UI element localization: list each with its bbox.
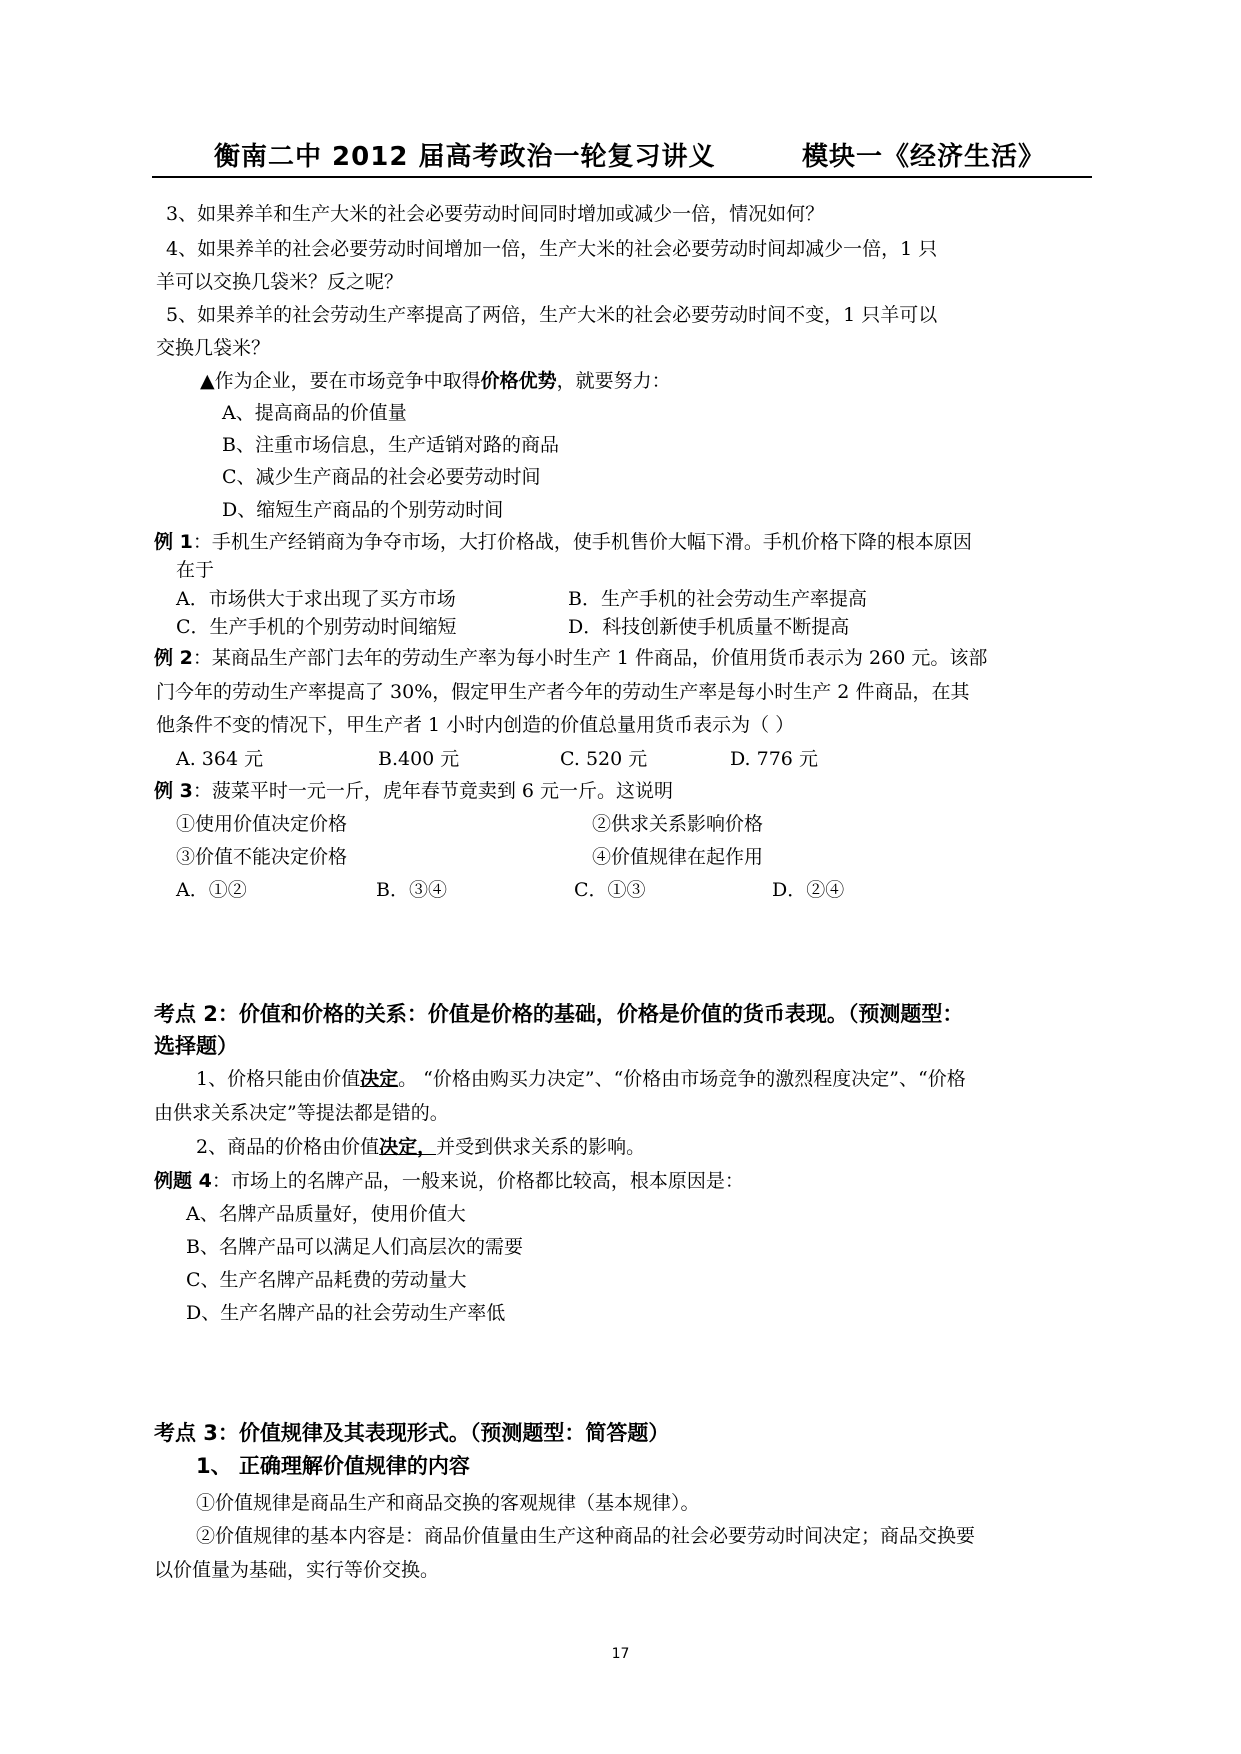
- example-3-line1: [154, 778, 673, 804]
- example-4-option-c: C、生产名牌产品耗费的劳动量大: [186, 1269, 467, 1291]
- example-1-label: 例 1: [154, 531, 193, 553]
- example-3-option-a: A．①②: [176, 879, 247, 901]
- example-2-line1: [154, 645, 987, 671]
- header-title: 衡南二中 2012 届高考政治一轮复习讲义: [214, 142, 716, 172]
- key-point-3-para-2-line1: ②价值规律的基本内容是：商品价值量由生产这种商品的社会必要劳动时间决定；商品交换要: [196, 1525, 976, 1547]
- enterprise-option-a: A、提高商品的价值量: [222, 402, 407, 424]
- example-2-option-d: D. 776 元: [730, 748, 818, 770]
- example-2-option-b: B.400 元: [378, 748, 460, 770]
- enterprise-lead-bold: 价格优势: [480, 370, 557, 392]
- page-number: 17: [611, 1646, 630, 1662]
- example-4-option-d: D、生产名牌产品的社会劳动生产率低: [186, 1302, 506, 1324]
- question-3: 3、如果养羊和生产大米的社会必要劳动时间同时增加或减少一倍，情况如何？: [166, 203, 825, 225]
- example-1-text: ：手机生产经销商为争夺市场，大打价格战，使手机售价大幅下滑。手机价格下降的根本原因: [192, 531, 972, 553]
- example-1-line2: 在于: [176, 559, 215, 581]
- question-5-line2: 交换几袋米？: [156, 337, 271, 359]
- example-4-line1: [154, 1168, 744, 1194]
- example-3-option-c: C．①③: [574, 879, 646, 901]
- example-2-text: ：某商品生产部门去年的劳动生产率为每小时生产 1 件商品，价值用货币表示为 260 元。该部: [192, 647, 988, 669]
- key-point-2-para-2: [196, 1134, 645, 1160]
- example-3-option-d: D．②④: [772, 879, 845, 901]
- kp2-p1-underline: 决定: [360, 1068, 399, 1090]
- example-2-option-c: C. 520 元: [560, 748, 648, 770]
- example-3-statement-2: ②供求关系影响价格: [592, 813, 764, 835]
- key-point-3-para-2-line2: 以价值量为基础，实行等价交换。: [154, 1559, 440, 1581]
- example-2-label: 例 2: [154, 647, 193, 669]
- example-3-label: 例 3: [154, 780, 193, 802]
- key-point-3-heading: 考点 3：价值规律及其表现形式。（预测题型：简答题）: [154, 1421, 670, 1445]
- question-5-line1: 5、如果养羊的社会劳动生产率提高了两倍，生产大米的社会必要劳动时间不变，1 只羊可以: [166, 304, 938, 326]
- example-1-option-d: D．科技创新使手机质量不断提高: [568, 616, 850, 638]
- key-point-2-heading-line1: 考点 2：价值和价格的关系：价值是价格的基础，价格是价值的货币表现。（预测题型：: [154, 1002, 964, 1026]
- example-1-option-c: C．生产手机的个别劳动时间缩短: [176, 616, 457, 638]
- kp2-p1-pre: 1、价格只能由价值: [196, 1068, 361, 1090]
- enterprise-option-d: D、缩短生产商品的个别劳动时间: [222, 499, 504, 521]
- page-header: [152, 132, 1092, 178]
- enterprise-option-c: C、减少生产商品的社会必要劳动时间: [222, 466, 541, 488]
- enterprise-lead-pre: ▲作为企业，要在市场竞争中取得: [200, 370, 481, 392]
- kp2-p2-post: 并受到供求关系的影响。: [436, 1136, 646, 1158]
- example-4-option-a: A、名牌产品质量好，使用价值大: [186, 1203, 466, 1225]
- example-2-option-a: A. 364 元: [176, 748, 264, 770]
- question-4-line2: 羊可以交换几袋米？反之呢？: [156, 271, 404, 293]
- example-3-option-b: B．③④: [376, 879, 447, 901]
- example-1-line1: [154, 529, 972, 555]
- example-4-label: 例题 4: [154, 1170, 212, 1192]
- example-4-option-b: B、名牌产品可以满足人们高层次的需要: [186, 1236, 523, 1258]
- example-2-line3: 他条件不变的情况下，甲生产者 1 小时内创造的价值总量用货币表示为（ ）: [156, 714, 795, 736]
- example-3-statement-4: ④价值规律在起作用: [592, 846, 764, 868]
- key-point-3-subheading: 1、 正确理解价值规律的内容: [196, 1454, 470, 1478]
- example-3-text: ：菠菜平时一元一斤，虎年春节竟卖到 6 元一斤。这说明: [192, 780, 674, 802]
- key-point-3-para-1: ①价值规律是商品生产和商品交换的客观规律（基本规律）。: [196, 1492, 700, 1514]
- key-point-2-para-1-line1: [196, 1066, 966, 1092]
- example-2-line2: 门今年的劳动生产率提高了 30%，假定甲生产者今年的劳动生产率是每小时生产 2 件商品，在其: [156, 681, 970, 703]
- kp2-p1-post: 。 “价格由购买力决定”、“价格由市场竞争的激烈程度决定”、“价格: [398, 1068, 966, 1090]
- enterprise-lead-post: ，就要努力：: [556, 370, 671, 392]
- example-3-statement-3: ③价值不能决定价格: [176, 846, 348, 868]
- key-point-2-para-1-line2: 由供求关系决定”等提法都是错的。: [154, 1102, 449, 1124]
- example-4-text: ：市场上的名牌产品，一般来说，价格都比较高，根本原因是：: [211, 1170, 744, 1192]
- question-4-line1: 4、如果养羊的社会必要劳动时间增加一倍，生产大米的社会必要劳动时间却减少一倍，1 只: [166, 238, 938, 260]
- example-1-option-b: B．生产手机的社会劳动生产率提高: [568, 588, 867, 610]
- kp2-p2-underline: 决定，: [379, 1136, 437, 1158]
- header-module: 模块一《经济生活》: [802, 142, 1046, 172]
- key-point-2-heading-line2: 选择题）: [154, 1034, 238, 1058]
- kp2-p2-pre: 2、商品的价格由价值: [196, 1136, 380, 1158]
- enterprise-lead: [200, 368, 671, 394]
- enterprise-option-b: B、注重市场信息，生产适销对路的商品: [222, 434, 559, 456]
- example-1-option-a: A．市场供大于求出现了买方市场: [176, 588, 456, 610]
- example-3-statement-1: ①使用价值决定价格: [176, 813, 348, 835]
